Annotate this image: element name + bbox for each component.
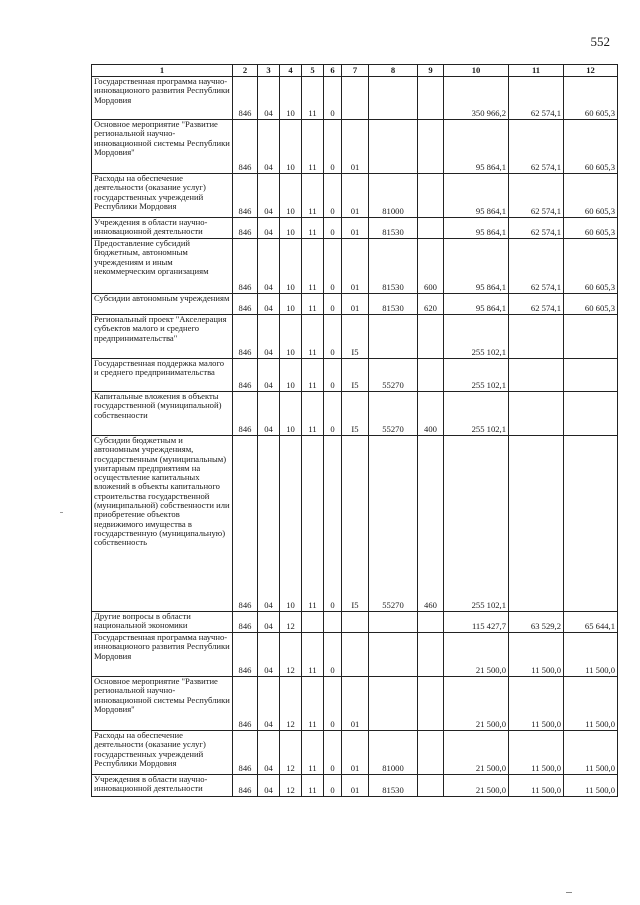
code-cell: 0 — [324, 359, 342, 392]
table-body — [92, 77, 618, 797]
code-cell — [302, 612, 324, 633]
code-cell: 11 — [302, 775, 324, 797]
budget-table — [91, 64, 618, 797]
code-cell: 10 — [280, 359, 302, 392]
code-cell: 01 — [342, 120, 369, 174]
code-cell: 11 — [302, 239, 324, 294]
table-row — [92, 359, 618, 392]
code-cell — [369, 612, 418, 633]
code-cell: 620 — [418, 294, 444, 315]
row-name-cell: Капитальные вложения в объекты государственной (муниципальной) собственности — [92, 392, 233, 436]
code-cell: 0 — [324, 677, 342, 731]
row-name-cell: Расходы на обеспечение деятельности (оказание услуг) государственных учреждений Республики Мордовия — [92, 731, 233, 775]
amount-cell: 62 574,1 — [509, 77, 564, 120]
amount-cell: 62 574,1 — [509, 174, 564, 218]
code-cell: I5 — [342, 436, 369, 612]
code-cell: 846 — [233, 775, 258, 797]
row-name-cell: Предоставление субсидий бюджетным, автономным учреждениям и иным некоммерческим организациям — [92, 239, 233, 294]
code-cell: 0 — [324, 633, 342, 677]
amount-cell: 255 102,1 — [444, 392, 509, 436]
code-cell: 81000 — [369, 731, 418, 775]
code-cell: 0 — [324, 174, 342, 218]
amount-cell: 11 500,0 — [509, 731, 564, 775]
code-cell — [418, 174, 444, 218]
amount-cell: 255 102,1 — [444, 436, 509, 612]
amount-cell: 115 427,7 — [444, 612, 509, 633]
col-header-3: 3 — [258, 65, 280, 77]
amount-cell: 63 529,2 — [509, 612, 564, 633]
col-header-7: 7 — [342, 65, 369, 77]
code-cell: I5 — [342, 359, 369, 392]
amount-cell: 95 864,1 — [444, 218, 509, 239]
amount-cell — [509, 315, 564, 359]
amount-cell: 60 605,3 — [564, 174, 618, 218]
code-cell: 11 — [302, 392, 324, 436]
code-cell — [369, 120, 418, 174]
code-cell: 04 — [258, 359, 280, 392]
amount-cell: 11 500,0 — [564, 677, 618, 731]
code-cell: 01 — [342, 218, 369, 239]
code-cell — [342, 612, 369, 633]
code-cell: 11 — [302, 218, 324, 239]
code-cell: 846 — [233, 77, 258, 120]
code-cell: 55270 — [369, 436, 418, 612]
code-cell: 846 — [233, 436, 258, 612]
code-cell: 0 — [324, 218, 342, 239]
amount-cell: 11 500,0 — [564, 633, 618, 677]
scan-mark — [60, 512, 63, 513]
amount-cell — [509, 436, 564, 612]
code-cell: 846 — [233, 294, 258, 315]
code-cell: 01 — [342, 677, 369, 731]
code-cell: 01 — [342, 731, 369, 775]
code-cell — [418, 633, 444, 677]
code-cell: 0 — [324, 315, 342, 359]
code-cell: 11 — [302, 633, 324, 677]
table-row — [92, 294, 618, 315]
amount-cell: 21 500,0 — [444, 677, 509, 731]
col-header-12: 12 — [564, 65, 618, 77]
code-cell: 01 — [342, 174, 369, 218]
amount-cell: 60 605,3 — [564, 120, 618, 174]
code-cell: 81530 — [369, 218, 418, 239]
table-row — [92, 612, 618, 633]
code-cell: 10 — [280, 239, 302, 294]
code-cell: 10 — [280, 174, 302, 218]
code-cell: 10 — [280, 120, 302, 174]
amount-cell: 95 864,1 — [444, 294, 509, 315]
code-cell: 01 — [342, 294, 369, 315]
code-cell: 10 — [280, 315, 302, 359]
code-cell: 10 — [280, 436, 302, 612]
code-cell: 846 — [233, 359, 258, 392]
code-cell — [369, 677, 418, 731]
amount-cell — [564, 359, 618, 392]
code-cell: 846 — [233, 315, 258, 359]
code-cell — [369, 315, 418, 359]
table-row — [92, 120, 618, 174]
code-cell: 10 — [280, 218, 302, 239]
code-cell: 10 — [280, 294, 302, 315]
code-cell — [369, 77, 418, 120]
code-cell: 04 — [258, 731, 280, 775]
code-cell: 11 — [302, 174, 324, 218]
code-cell: 11 — [302, 315, 324, 359]
code-cell: 460 — [418, 436, 444, 612]
row-name-cell: Государственная программа научно-инновационого развития Республики Мордовия — [92, 633, 233, 677]
amount-cell — [564, 436, 618, 612]
code-cell: 846 — [233, 633, 258, 677]
code-cell: 11 — [302, 731, 324, 775]
code-cell: 12 — [280, 677, 302, 731]
code-cell: 846 — [233, 174, 258, 218]
code-cell: 0 — [324, 392, 342, 436]
col-header-2: 2 — [233, 65, 258, 77]
row-name-cell: Государственная программа научно-инновационого развития Республики Мордовия — [92, 77, 233, 120]
row-name-cell: Учреждения в области научно-инновационной деятельности — [92, 218, 233, 239]
code-cell: I5 — [342, 392, 369, 436]
table-row — [92, 218, 618, 239]
row-name-cell: Другие вопросы в области национальной экономики — [92, 612, 233, 633]
code-cell: 04 — [258, 392, 280, 436]
amount-cell: 11 500,0 — [564, 731, 618, 775]
code-cell — [418, 731, 444, 775]
code-cell — [418, 218, 444, 239]
row-name-cell: Региональный проект "Акселерация субъектов малого и среднего предпринимательства" — [92, 315, 233, 359]
code-cell: 01 — [342, 775, 369, 797]
col-header-10: 10 — [444, 65, 509, 77]
amount-cell — [509, 392, 564, 436]
code-cell: 04 — [258, 436, 280, 612]
amount-cell — [564, 392, 618, 436]
code-cell: 846 — [233, 120, 258, 174]
row-name-cell: Субсидии бюджетным и автономным учреждениям, государственным (муниципальным) унитарным предприятиям на осуществление капитальных вложений в объекты капитального строительства государственной (муниципальной) собственности или приобретение объектов недвижимого имущества в государственную (муниципальную) собственность — [92, 436, 233, 612]
code-cell: 04 — [258, 677, 280, 731]
code-cell — [418, 77, 444, 120]
amount-cell: 21 500,0 — [444, 633, 509, 677]
table-row — [92, 315, 618, 359]
table-row — [92, 677, 618, 731]
code-cell: 01 — [342, 239, 369, 294]
code-cell: 846 — [233, 392, 258, 436]
amount-cell: 350 966,2 — [444, 77, 509, 120]
code-cell: 10 — [280, 392, 302, 436]
scan-mark — [566, 892, 572, 893]
table-row — [92, 731, 618, 775]
col-header-1: 1 — [92, 65, 233, 77]
code-cell: 55270 — [369, 359, 418, 392]
code-cell — [418, 677, 444, 731]
code-cell — [324, 612, 342, 633]
code-cell: 0 — [324, 294, 342, 315]
code-cell: 55270 — [369, 392, 418, 436]
col-header-8: 8 — [369, 65, 418, 77]
code-cell: 81530 — [369, 775, 418, 797]
code-cell: 11 — [302, 294, 324, 315]
code-cell: 12 — [280, 775, 302, 797]
row-name-cell: Основное мероприятие "Развитие региональной научно-инновационной системы Республики Мордовия" — [92, 120, 233, 174]
code-cell: 0 — [324, 120, 342, 174]
amount-cell: 65 644,1 — [564, 612, 618, 633]
amount-cell: 11 500,0 — [509, 633, 564, 677]
code-cell: 12 — [280, 612, 302, 633]
amount-cell: 255 102,1 — [444, 315, 509, 359]
amount-cell — [509, 359, 564, 392]
amount-cell: 62 574,1 — [509, 294, 564, 315]
code-cell: 04 — [258, 120, 280, 174]
col-header-9: 9 — [418, 65, 444, 77]
table-row — [92, 77, 618, 120]
amount-cell: 21 500,0 — [444, 731, 509, 775]
code-cell: 81530 — [369, 294, 418, 315]
code-cell: 04 — [258, 775, 280, 797]
table-row — [92, 436, 618, 612]
amount-cell: 11 500,0 — [509, 775, 564, 797]
code-cell — [342, 77, 369, 120]
amount-cell: 255 102,1 — [444, 359, 509, 392]
col-header-4: 4 — [280, 65, 302, 77]
row-name-cell: Субсидии автономным учреждениям — [92, 294, 233, 315]
amount-cell: 11 500,0 — [564, 775, 618, 797]
code-cell: 846 — [233, 612, 258, 633]
code-cell: 12 — [280, 731, 302, 775]
code-cell: 846 — [233, 239, 258, 294]
code-cell: 400 — [418, 392, 444, 436]
row-name-cell: Расходы на обеспечение деятельности (оказание услуг) государственных учреждений Республики Мордовия — [92, 174, 233, 218]
code-cell: 0 — [324, 239, 342, 294]
amount-cell: 60 605,3 — [564, 218, 618, 239]
code-cell: 81000 — [369, 174, 418, 218]
amount-cell: 21 500,0 — [444, 775, 509, 797]
page-number: 552 — [590, 34, 610, 49]
amount-cell: 62 574,1 — [509, 218, 564, 239]
row-name-cell: Учреждения в области научно-инновационной деятельности — [92, 775, 233, 797]
code-cell — [418, 775, 444, 797]
amount-cell: 62 574,1 — [509, 239, 564, 294]
amount-cell: 60 605,3 — [564, 77, 618, 120]
row-name-cell: Государственная поддержка малого и среднего предпринимательства — [92, 359, 233, 392]
amount-cell: 11 500,0 — [509, 677, 564, 731]
col-header-5: 5 — [302, 65, 324, 77]
code-cell: 04 — [258, 315, 280, 359]
code-cell — [369, 633, 418, 677]
code-cell: 11 — [302, 677, 324, 731]
code-cell: 11 — [302, 120, 324, 174]
code-cell: 04 — [258, 612, 280, 633]
amount-cell: 95 864,1 — [444, 239, 509, 294]
amount-cell: 60 605,3 — [564, 294, 618, 315]
table-row — [92, 775, 618, 797]
code-cell: I5 — [342, 315, 369, 359]
header-row — [92, 65, 618, 77]
code-cell: 0 — [324, 77, 342, 120]
amount-cell: 62 574,1 — [509, 120, 564, 174]
table-row — [92, 239, 618, 294]
col-header-11: 11 — [509, 65, 564, 77]
amount-cell: 95 864,1 — [444, 174, 509, 218]
amount-cell: 95 864,1 — [444, 120, 509, 174]
code-cell: 10 — [280, 77, 302, 120]
code-cell: 600 — [418, 239, 444, 294]
amount-cell: 60 605,3 — [564, 239, 618, 294]
code-cell — [342, 633, 369, 677]
table-row — [92, 633, 618, 677]
code-cell — [418, 315, 444, 359]
code-cell: 846 — [233, 677, 258, 731]
code-cell: 0 — [324, 775, 342, 797]
code-cell — [418, 120, 444, 174]
row-name-cell: Основное мероприятие "Развитие региональной научно-инновационной системы Республики Мордовия" — [92, 677, 233, 731]
col-header-6: 6 — [324, 65, 342, 77]
code-cell — [418, 612, 444, 633]
table-row — [92, 174, 618, 218]
code-cell: 846 — [233, 731, 258, 775]
code-cell: 81530 — [369, 239, 418, 294]
code-cell: 846 — [233, 218, 258, 239]
code-cell: 04 — [258, 294, 280, 315]
table-row — [92, 392, 618, 436]
code-cell: 0 — [324, 731, 342, 775]
code-cell — [418, 359, 444, 392]
code-cell: 04 — [258, 77, 280, 120]
code-cell: 0 — [324, 436, 342, 612]
amount-cell — [564, 315, 618, 359]
code-cell: 04 — [258, 239, 280, 294]
code-cell: 04 — [258, 633, 280, 677]
code-cell: 11 — [302, 359, 324, 392]
code-cell: 11 — [302, 77, 324, 120]
code-cell: 12 — [280, 633, 302, 677]
code-cell: 04 — [258, 174, 280, 218]
code-cell: 04 — [258, 218, 280, 239]
code-cell: 11 — [302, 436, 324, 612]
